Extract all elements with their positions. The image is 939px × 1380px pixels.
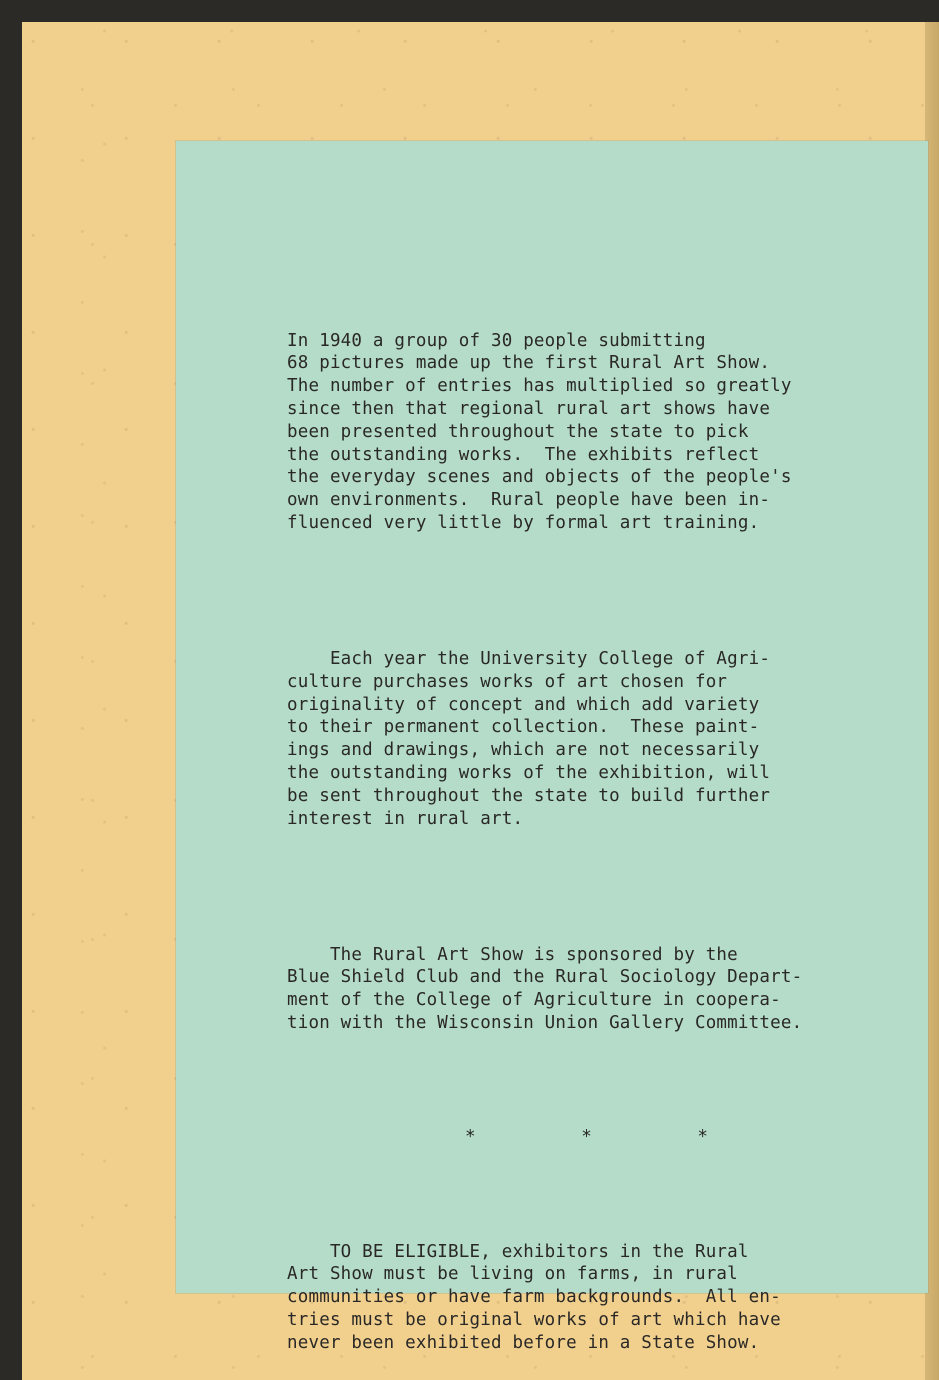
paragraph-eligibility: TO BE ELIGIBLE, exhibitors in the Rural Art Show must be living on farms, in rural communities or have farm backgrounds. All en- tries must be original works of art which have never been exhibited before in a State Show. (287, 1241, 781, 1353)
typed-text-block (287, 284, 847, 1377)
section-separator: * * * (465, 1127, 709, 1148)
paragraph-purchases: Each year the University College of Agri- culture purchases works of art chosen for originality of concept and which add variety to their permanent collection. These paint- ings and drawings, which are not necessarily the outstanding works of the exhibition, will be sent throughout the state to build further interest in rural art. (287, 648, 771, 829)
paragraph-sponsors: The Rural Art Show is sponsored by the Blue Shield Club and the Rural Sociology Depart- ment of the College of Agriculture in coopera- tion with the Wisconsin Union Gallery Committee. (287, 944, 803, 1033)
paragraph-history: In 1940 a group of 30 people submitting 68 pictures made up the first Rural Art Show. The number of entries has multiplied so greatly since then that regional rural art shows have been presented throughout the state to pick the outstanding works. The exhibits reflect the everyday scenes and objects of the people's own environments. Rural people have been in- fluenced very little by formal art training. (287, 330, 792, 533)
